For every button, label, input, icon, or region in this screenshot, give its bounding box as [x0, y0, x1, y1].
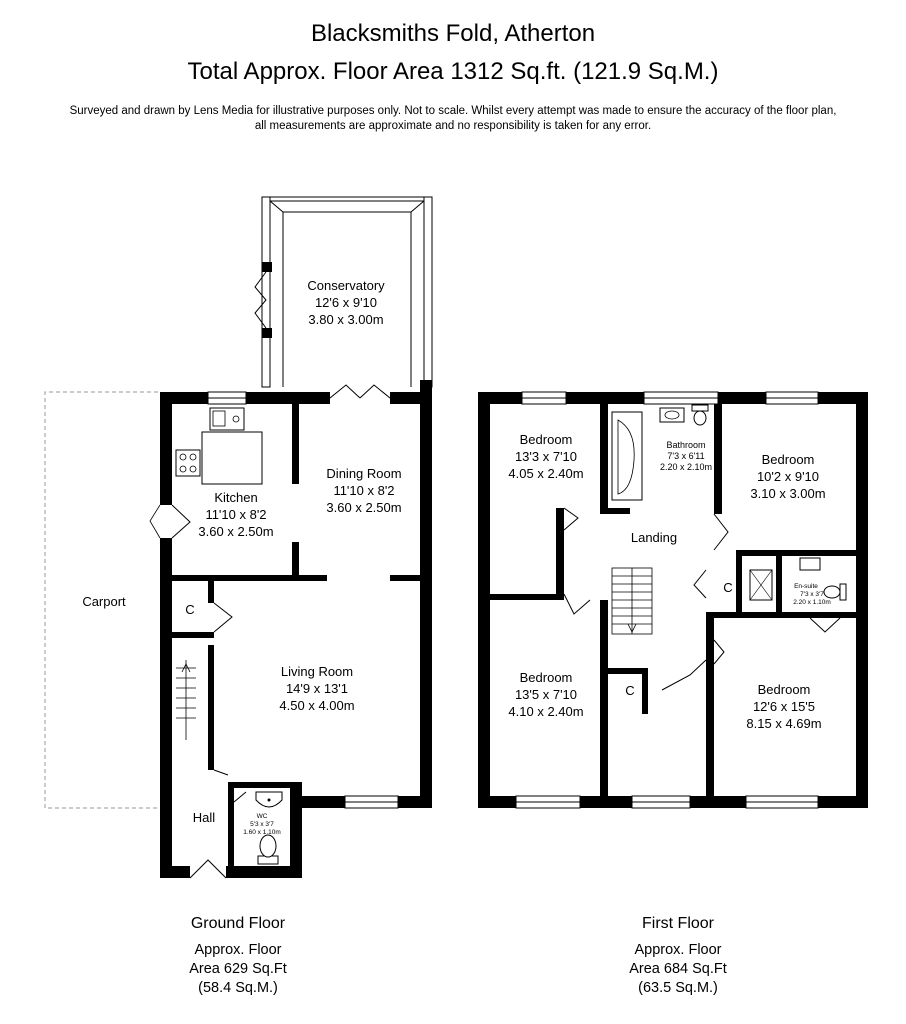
bedroom-2-imperial: 10'2 x 9'10	[756, 469, 820, 484]
living-room-imperial: 14'9 x 13'1	[285, 681, 349, 696]
dining-room-name: Dining Room	[326, 466, 402, 481]
conservatory-name: Conservatory	[307, 278, 385, 293]
ensuite-imperial: 7'3 x 3'7	[800, 591, 824, 598]
bedroom-3-imperial: 13'5 x 7'10	[514, 687, 578, 702]
ground-floor-area-line-3: (58.4 Sq.M.)	[198, 980, 278, 996]
disclaimer-line-2: all measurements are approximate and no responsibility is taken for any error.	[254, 120, 652, 132]
bedroom-1-name: Bedroom	[519, 432, 573, 447]
wc-metric: 1.60 x 1.10m	[243, 829, 281, 836]
kitchen-metric: 3.60 x 2.50m	[198, 524, 274, 539]
ground-floor-area-line-1: Approx. Floor	[194, 942, 282, 958]
first-floor-area-line-2: Area 684 Sq.Ft	[629, 961, 727, 977]
living-room-name: Living Room	[280, 664, 354, 679]
first-floor-title: First Floor	[642, 915, 714, 932]
kitchen-fittings	[176, 408, 262, 484]
ensuite-name: En-suite	[794, 583, 818, 590]
ground-floor-area-line-2: Area 629 Sq.Ft	[189, 961, 287, 977]
first-cupboard-1-label: C	[723, 580, 733, 595]
bathroom-basin-icon	[660, 408, 684, 422]
wc-fittings	[256, 792, 282, 864]
bedroom-2-metric: 3.10 x 3.00m	[750, 486, 826, 501]
bathroom-name: Bathroom	[666, 440, 706, 450]
property-title: Blacksmiths Fold, Atherton	[310, 20, 596, 47]
ground-floor-labels	[82, 278, 401, 836]
bedroom-2-name: Bedroom	[761, 452, 815, 467]
conservatory-imperial: 12'6 x 9'10	[314, 295, 378, 310]
living-room-metric: 4.50 x 4.00m	[279, 698, 355, 713]
bedroom-3-name: Bedroom	[519, 670, 573, 685]
hall-label: Hall	[192, 810, 216, 825]
dining-room-imperial: 11'10 x 8'2	[333, 483, 395, 498]
first-cupboard-2-label: C	[625, 683, 635, 698]
dining-room-metric: 3.60 x 2.50m	[326, 500, 402, 515]
disclaimer-line-1: Surveyed and drawn by Lens Media for illustrative purposes only. Not to scale. Whilst every attempt was made to ensure the accuracy of the floor plan,	[69, 105, 837, 117]
carport-label: Carport	[82, 594, 126, 609]
kitchen-name: Kitchen	[214, 490, 258, 505]
bathroom-imperial: 7'3 x 6'11	[667, 451, 705, 461]
ensuite-metric: 2.20 x 1.10m	[793, 599, 831, 606]
ensuite-basin-icon	[800, 558, 820, 570]
bedroom-4-metric: 8.15 x 4.69m	[746, 716, 822, 731]
bedroom-1-imperial: 13'3 x 7'10	[514, 449, 578, 464]
bathroom-toilet-icon	[692, 405, 708, 411]
ground-floor-caption	[148, 914, 328, 998]
ground-stairs	[176, 660, 196, 740]
ensuite-toilet-icon	[840, 584, 846, 600]
bedroom-3-metric: 4.10 x 2.40m	[508, 704, 584, 719]
ground-cupboard-label: C	[185, 602, 195, 617]
bedroom-1-metric: 4.05 x 2.40m	[508, 466, 584, 481]
bathroom-metric: 2.20 x 2.10m	[659, 462, 713, 472]
bedroom-4-name: Bedroom	[757, 682, 811, 697]
first-floor-caption	[588, 914, 768, 998]
bedroom-4-imperial: 12'6 x 15'5	[752, 699, 816, 714]
wc-name: WC	[256, 813, 268, 820]
kitchen-imperial: 11'10 x 8'2	[205, 507, 267, 522]
hob-icon	[176, 450, 200, 476]
landing-label: Landing	[630, 530, 678, 545]
ground-windows	[208, 392, 398, 808]
ground-floor-title: Ground Floor	[190, 915, 286, 932]
wc-imperial: 5'3 x 3'7	[250, 821, 274, 828]
total-floor-area: Total Approx. Floor Area 1312 Sq.ft. (121.9 Sq.M.)	[187, 58, 719, 85]
first-stairs	[612, 568, 652, 634]
ensuite-fittings	[750, 558, 846, 600]
conservatory-metric: 3.80 x 3.00m	[308, 312, 384, 327]
first-floor-area-line-3: (63.5 Sq.M.)	[638, 980, 718, 996]
first-floor-area-line-1: Approx. Floor	[634, 942, 722, 958]
